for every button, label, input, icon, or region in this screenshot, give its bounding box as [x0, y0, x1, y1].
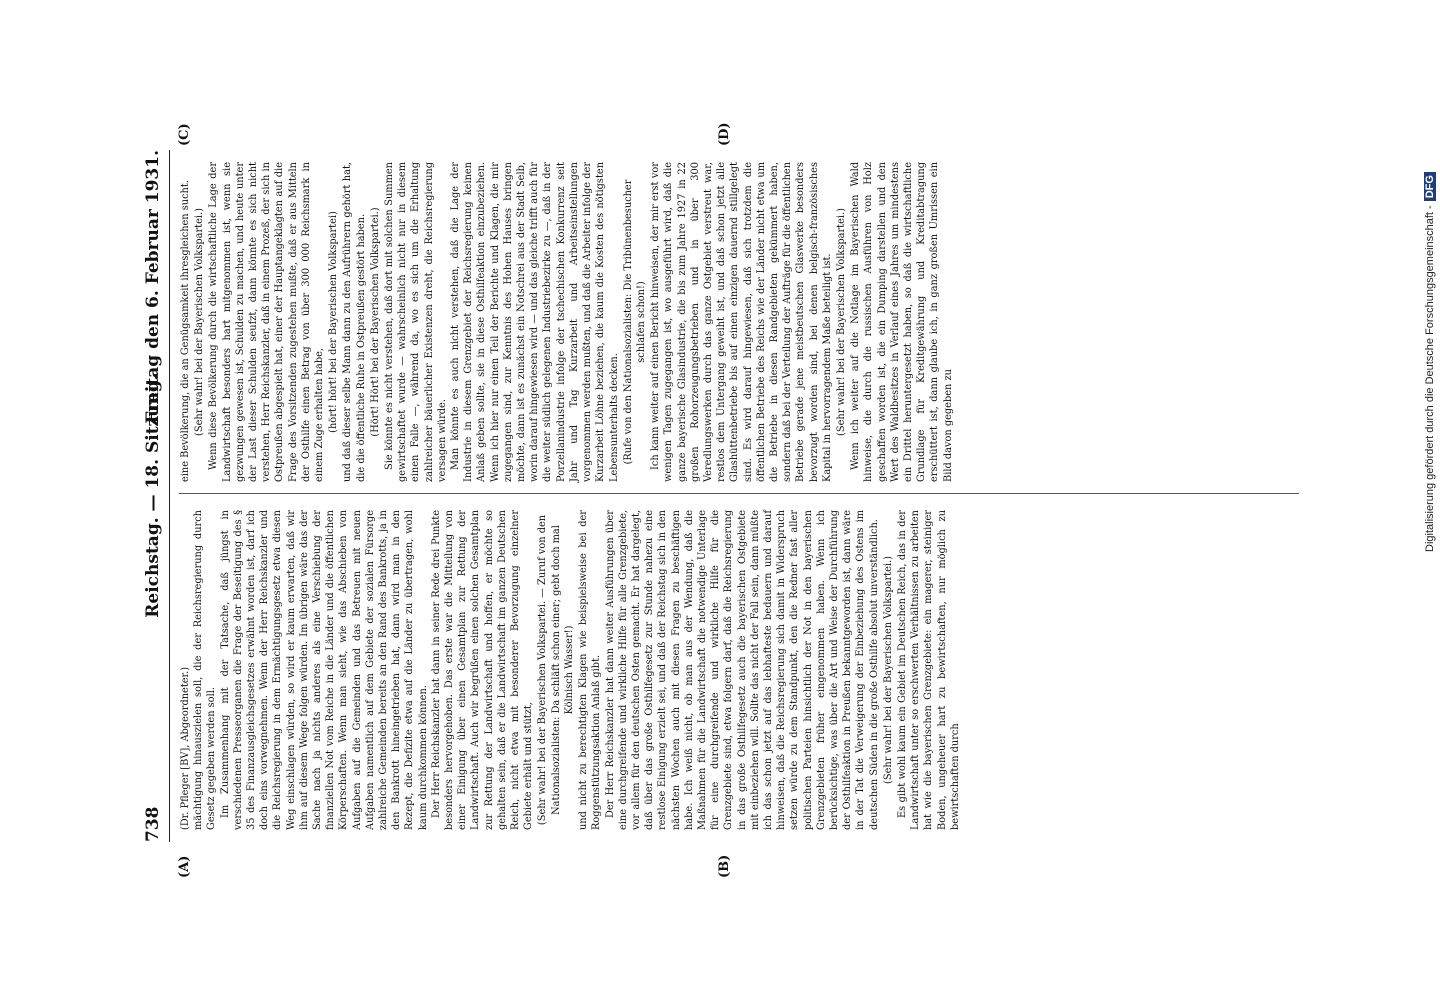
interjection: (Hört! Hört! bei der Bayerischen Volkspartei.) [369, 207, 381, 437]
paragraph: Es gibt wohl kaum ein Gebiet im Deutschen Reich, das in der Landwirtschaft unter so erschwerten Verhältnissen zu arbeiten hat wie die bayerischen Grenzgebiete: ein magerer, steiniger Boden, ungeheuer hart zu bewirtschaften, nur möglich zu bewirtschaften durch [896, 510, 961, 830]
paragraph: Im Zusammenhang mit der Tatsache, daß jüngst in verschiedenen Presseorganen die Frage der Beseitigung des § 35 des Finanzausgleichsgesetzes erwähnt worden ist, darf ich doch eins vorwegnehmen. Wenn der Herr Reichskanzler und die Reichsregierung in dem Ermächtigungsgesetz etwa diesen Weg einschlagen würden, so wird er kaum erwarten, daß wir ihm auf diesem Wege folgen würden. Im übrigen wäre das der Sache nach ja nichts anderes als eine Verschiebung der finanziellen Not vom Reiche in die Länder und die öffentlichen Körperschaften. Wenn man sieht, wie das Abschieben von Aufgaben auf die Gemeinden und das Betreuen mit neuen Aufgaben namentlich auf dem Gebiete der sozialen Fürsorge zahlreiche Gemeinden bereits an den Rand des Bankrotts, ja in den Bankrott hineingetrieben hat, dann wird man in den Rezept, die Defizite etwa auf die Länder zu übertragen, wohl kaum durchkommen können. [219, 510, 429, 830]
paragraph: mächtigung hinauszielen soll, die der Reichsregierung durch Gesetz gegeben werden soll. [193, 510, 218, 830]
paragraph: Wenn diese Bevölkerung durch die wirtschaftliche Lage der Landwirtschaft besonders hart mitgenommen ist, wenn sie gezwungen gewesen ist, Schulden zu machen, und heute unter der Last dieser Schulden seufzt, dann könnte es sich nicht verstehen, Herr Reichskanzler, daß in einem Prozeß, der sich in Ostpreußen abgespielt hat, einer der Hauptangeklagten auf die Frage des Vorsitzenden zugestehen mußte, daß er aus Mitteln der Osthilfe einen Betrag von über 300 000 Reichsmark in einem Zuge erhalten habe, [208, 162, 326, 482]
paragraph: und daß dieser selbe Mann dann zu den Aufrührern gehört hat, die die öffentliche Ruhe in Ostpreußen gestört haben. [342, 162, 367, 482]
interjection: (Rufe von den Nationalsozialisten: Die Tribünenbesucher schlafen schon!) [622, 179, 647, 465]
paragraph: Der Herr Reichskanzler hat dann in seiner Rede drei Punkte besonders hervorgehoben. Das erste war die Mitteilung von einer Einigung über einen Gesamtplan zur Rettung der Landwirtschaft. Auch wir begrüßen einen solchen Gesamtplan zur Rettung der Landwirtschaft und hoffen, er möchte so gehalten sein, daß er die Landwirtschaft im ganzen Deutschen Reich, nicht etwa mit besonderer Bevorzugung einzelner Gebiete erhält und stützt, [430, 510, 535, 830]
interjection: (hört! hört! bei der Bayerischen Volkspartei) [328, 211, 340, 433]
interjection: (Sehr wahr! bei der Bayerischen Volkspartei.) [835, 208, 847, 436]
paragraph: Man könnte es auch nicht verstehen, daß die Lage der Industrie in diesem Grenzgebiet der Reichsregierung keinen Anlaß geben sollte, sie in diese Osthilfeaktion einzubeziehen. Wenn ich hier nur einen Teil der Berichte und Klagen, die mir zugegangen sind, zur Kenntnis des Hohen Hauses bringen möchte, dann ist es zunächst ein Notschrei aus der Stadt Selb, worin darauf hingewiesen wird — und das gleiche trifft auch für die weiter südlich gelegenen Industriebezirke zu —, daß in der Porzellanindustrie infolge der tschechischen Konkurrenz seit Jahr und Tag Kurzarbeit und Arbeitseinstellungen vorgenommen werden mußten, und daß die Arbeiter infolge der Kurzarbeit Löhne beziehen, die kaum die Kosten des nötigsten Lebensunterhalts decken. [450, 162, 620, 482]
margin-mark-a: (A) [177, 855, 192, 878]
speaker-line: (Dr. Pfleger [BV], Abgeordneter.) [180, 666, 191, 830]
paragraph: Wenn ich weiter auf die Notlage im Bayerischen Wald hinweise, die durch die russischen Ausführen von Holz geschaffen worden ist, die ein Dumping darstellen und den Wert des Waldbesitzes in Verlauf eines Jahres um mindestens ein Drittel heruntergesetzt haben, so daß die wirtschaftliche Grundlage für Kreditgewährung und Kreditabtragung erschüttert ist, dann glaube ich, in ganz großen Umrissen ein Bild davon gegeben zu [850, 162, 954, 482]
margin-mark-b: (B) [717, 854, 732, 878]
margin-mark-d: (D) [717, 122, 732, 146]
interjection: (Sehr wahr! bei der Bayerischen Volkspartei.) [194, 208, 206, 436]
paragraph: und nicht zu berechtigten Klagen wie beispielsweise bei der Roggenstützungsaktion Anlaß gibt. [578, 510, 603, 830]
digitization-credit [1420, 12, 1440, 700]
paragraph: Ich kann weiter auf einen Bericht hinweisen, der mir erst vor wenigen Tagen zugegangen ist, wo ausgeführt wird, daß die ganze bayerische Glasindustrie, die bis zum Jahre 1927 in 22 großen Rohorzeugungsbetrieben und in über 300 Veredlungswerken durch das ganze Ostgebiet verstreut war, restlos dem Untergang geweiht ist, und daß schon jetzt alle Glashüttenbetriebe bis auf einen einzigen dauernd stillgelegt sind. Es wird darauf hingewiesen, daß sich trotzdem die öffentlichen Betriebe des Reichs wie der Länder nicht etwa um die Betriebe in diesen Randgebieten gekümmert haben, sondern daß bei der Verteilung der Aufträge für die öffentlichen Betriebe gerade jene meistbeutschen Glaswerke besonders bevorzugt worden sind, bei denen belgisch-französisches Kapital in hervorragendem Maße beteiligt ist. [650, 162, 833, 482]
column-divider [179, 493, 1299, 494]
page-number: 738 [143, 806, 163, 842]
right-text-column [179, 162, 955, 482]
paragraph: Sie könnte es nicht verstehen, daß dort mit solchen Summen gewirtschaftet wurde — wahrscheinlich nicht nur in diesem einen Falle —, während da, wo es sich um die Erhaltung zahlreicher bäuerlicher Existenzen dreht, die Reichsregierung versagen würde. [384, 162, 448, 482]
newspaper-page [67, 70, 1367, 930]
session-date: Freitag den 6. Februar 1931. [143, 150, 163, 424]
interjection: (Sehr wahr! bei der Bayerischen Volkspartei.) [882, 556, 894, 784]
paragraph: eine Bevölkerung, die an Genügsamkeit ihresgleichen sucht. [180, 180, 191, 482]
credit-text: Digitalisierung gefördert durch die Deutsche Forschungsgemeinschaft - [1424, 205, 1436, 552]
dfg-logo: DFG [1424, 172, 1436, 201]
interjection: (Sehr wahr! bei der Bayerischen Volkspartei. — Zuruf von den Nationalsozialisten: Da schläft schon einer; gebt doch mal Kölnisch Wasser!) [537, 514, 575, 826]
margin-mark-c: (C) [177, 123, 192, 146]
left-text-column [179, 510, 962, 830]
page-header [139, 150, 170, 842]
rotated-page [67, 70, 1367, 930]
paragraph: Der Herr Reichskanzler hat dann weiter Ausführungen über eine durchgreifende und wirkliche Hilfe für alle Grenzgebiete, vor allem für den deutschen Osten gemacht. Er hat dargelegt, daß über das große Osthilfegesetz zur Stunde nahezu eine restlose Einigung erzielt sei, und daß der Reichstag sich in den nächsten Wochen auch mit diesen Fragen zu beschäftigen habe. Ich weiß nicht, ob man aus der Wendung, daß die Maßnahmen für die Landwirtschaft die notwendige Unterlage für eine durchgreifende und wirkliche Hilfe für die Grenzgebiete sind, etwa folgern darf, daß die Reichsregierung in das große Osthilfegesetz auch die bayerischen Ostgebiete mit einbeziehen will. Sollte das nicht der Fall sein, dann müßte ich das schon jetzt auf das lebhafteste bedauern und darauf hinweisen, daß die Reichsregierung sich damit in Widerspruch setzen würde zu dem Standpunkt, den die Redner fast aller politischen Parteien hinsichtlich der Not in den bayerischen Grenzgebieten früher eingenommen haben. Wenn ich berücksichtige, was über die Art und Weise der Durchführung der Osthilfeaktion in Preußen bekanntgeworden ist, dann wäre in der Tat die Verweigerung der Einbeziehung des Ostens im deutschen Süden in die große Osthilfe absolut unverständlich. [604, 510, 880, 830]
session-title: Reichstag. — 18. Sitzung. [143, 374, 163, 618]
